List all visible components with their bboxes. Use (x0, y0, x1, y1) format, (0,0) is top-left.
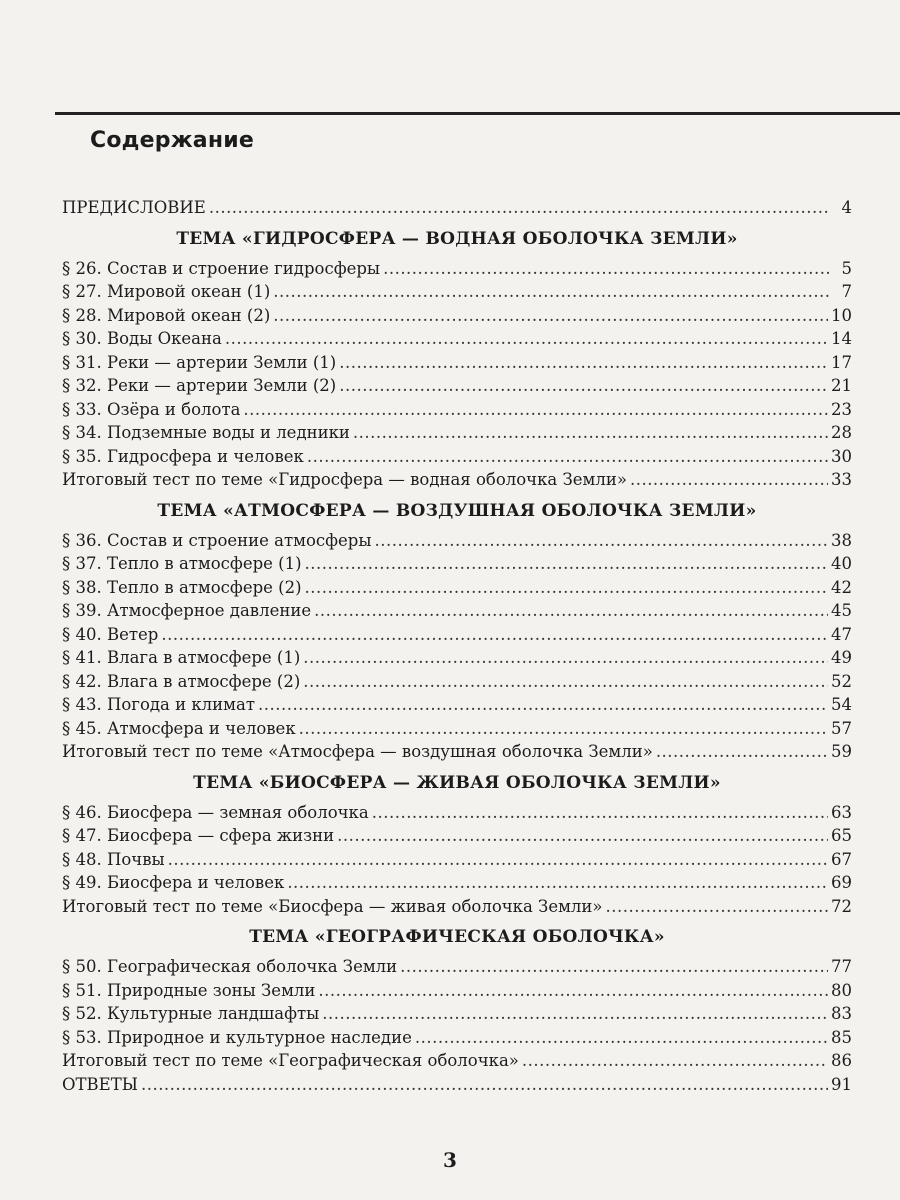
toc-entry-label: § 39. Атмосферное давление (62, 601, 312, 620)
dot-leader (303, 646, 828, 670)
toc-entry-page: 45 (831, 601, 852, 620)
toc-entry-page: 80 (831, 980, 852, 1000)
toc-entry-page: 21 (831, 376, 852, 395)
toc-entry-page: 42 (831, 577, 852, 597)
toc-entry-label: § 47. Биосфера — сфера жизни (62, 826, 335, 845)
toc-entry-label: § 27. Мировой океан (1) (62, 282, 271, 301)
page-title: Содержание (90, 128, 254, 153)
dot-leader (656, 740, 828, 764)
dot-leader (383, 257, 829, 281)
dot-leader (337, 824, 828, 848)
toc-entry-page: 38 (831, 530, 852, 550)
dot-leader (630, 468, 828, 492)
toc-entry-page: 86 (831, 1051, 852, 1070)
toc-entry-label: § 31. Реки — артерии Земли (1) (62, 352, 337, 372)
dot-leader (322, 1002, 828, 1026)
section-heading: ТЕМА «АТМОСФЕРА — ВОЗДУШНАЯ ОБОЛОЧКА ЗЕМЛИ» (157, 500, 757, 521)
toc-row[interactable] (62, 468, 852, 492)
toc-entry-label: § 40. Ветер (62, 624, 159, 644)
toc-row[interactable] (62, 1026, 852, 1050)
toc-entry-label: § 45. Атмосфера и человек (62, 718, 296, 738)
table-of-contents (62, 196, 852, 1096)
toc-entry-page: 67 (831, 849, 852, 869)
toc-row[interactable] (62, 398, 852, 422)
page-number: 3 (443, 1148, 457, 1172)
toc-entry-page: 91 (831, 1074, 852, 1094)
toc-entry-page: 30 (831, 446, 852, 466)
toc-row[interactable] (62, 552, 852, 576)
toc-entry-label: § 30. Воды Океана (62, 329, 222, 348)
toc-entry-page: 47 (831, 624, 852, 644)
dot-leader (161, 623, 828, 647)
toc-row[interactable] (62, 304, 852, 328)
toc-entry-label: § 42. Влага в атмосфере (2) (62, 671, 301, 691)
toc-row[interactable] (62, 1049, 852, 1073)
toc-row[interactable] (62, 955, 852, 979)
dot-leader (168, 848, 828, 872)
toc-row[interactable] (62, 1073, 852, 1097)
toc-row[interactable] (62, 280, 852, 304)
dot-leader (225, 327, 828, 351)
toc-entry-page: 59 (831, 742, 852, 761)
toc-row[interactable] (62, 693, 852, 717)
dot-leader (273, 304, 828, 328)
toc-entry-page: 83 (831, 1004, 852, 1023)
toc-entry-label: § 49. Биосфера и человек (62, 873, 285, 892)
toc-entry-label: § 53. Природное и культурное наследие (62, 1027, 412, 1047)
toc-row[interactable] (62, 848, 852, 872)
dot-leader (305, 576, 828, 600)
toc-entry-page: 63 (831, 802, 852, 822)
toc-entry-page: 65 (831, 826, 852, 845)
toc-entry-label: § 50. Географическая оболочка Земли (62, 957, 398, 976)
dot-leader (258, 693, 828, 717)
toc-entry-page: 14 (831, 329, 852, 348)
dot-leader (606, 895, 828, 919)
toc-entry-page: 10 (831, 305, 852, 325)
header-rule (55, 112, 900, 115)
dot-leader (375, 529, 828, 553)
dot-leader (318, 979, 828, 1003)
dot-leader (339, 351, 828, 375)
toc-entry-label: Итоговый тест по теме «Биосфера — живая оболочка Земли» (62, 896, 603, 916)
toc-entry-label: § 46. Биосфера — земная оболочка (62, 802, 369, 822)
toc-row[interactable] (62, 871, 852, 895)
toc-entry-label: § 52. Культурные ландшафты (62, 1004, 320, 1023)
toc-row[interactable] (62, 445, 852, 469)
toc-row[interactable] (62, 599, 852, 623)
toc-row[interactable] (62, 824, 852, 848)
toc-entry-page: 33 (831, 470, 852, 489)
toc-row[interactable] (62, 529, 852, 553)
toc-entry-page: 77 (831, 957, 852, 976)
toc-entry-page: 54 (831, 695, 852, 714)
dot-leader (522, 1049, 828, 1073)
toc-entry-label: Итоговый тест по теме «Атмосфера — воздушная оболочка Земли» (62, 742, 653, 761)
toc-row[interactable] (62, 351, 852, 375)
toc-entry-page: 4 (841, 198, 852, 217)
toc-entry-label: § 48. Почвы (62, 849, 165, 869)
dot-leader (400, 955, 828, 979)
dot-leader (299, 717, 828, 741)
dot-leader (314, 599, 828, 623)
toc-entry-page: 52 (831, 671, 852, 691)
toc-entry-label: § 35. Гидросфера и человек (62, 446, 304, 466)
dot-leader (305, 552, 828, 576)
dot-leader (287, 871, 828, 895)
toc-entry-label: § 41. Влага в атмосфере (1) (62, 648, 301, 667)
toc-row[interactable] (62, 646, 852, 670)
toc-entry-label: ПРЕДИСЛОВИЕ (62, 198, 206, 217)
dot-leader (339, 374, 828, 398)
section-heading: ТЕМА «ГЕОГРАФИЧЕСКАЯ ОБОЛОЧКА» (249, 927, 665, 947)
toc-row[interactable] (62, 717, 852, 741)
toc-entry-page: 49 (831, 648, 852, 667)
toc-entry-label: § 28. Мировой океан (2) (62, 305, 271, 325)
toc-row[interactable] (62, 1002, 852, 1026)
toc-entry-page: 69 (831, 873, 852, 892)
toc-row[interactable] (62, 740, 852, 764)
section-heading: ТЕМА «ГИДРОСФЕРА — ВОДНАЯ ОБОЛОЧКА ЗЕМЛИ» (176, 228, 738, 249)
toc-row[interactable] (62, 895, 852, 919)
dot-leader (209, 196, 829, 220)
dot-leader (141, 1073, 828, 1097)
toc-row[interactable] (62, 421, 852, 445)
dot-leader (303, 670, 828, 694)
toc-entry-label: Итоговый тест по теме «Гидросфера — водная оболочка Земли» (62, 470, 627, 489)
toc-entry-label: § 26. Состав и строение гидросферы (62, 258, 381, 278)
toc-entry-page: 57 (831, 718, 852, 738)
toc-row[interactable] (62, 327, 852, 351)
toc-entry-page: 23 (831, 399, 852, 419)
toc-entry-page: 5 (841, 258, 852, 278)
toc-entry-label: ОТВЕТЫ (62, 1074, 138, 1094)
dot-leader (353, 421, 828, 445)
toc-sections (62, 229, 852, 1097)
toc-entry-label: § 51. Природные зоны Земли (62, 980, 316, 1000)
toc-entry-label: § 32. Реки — артерии Земли (2) (62, 376, 337, 395)
toc-entry-label: § 34. Подземные воды и ледники (62, 423, 350, 442)
toc-row[interactable] (62, 374, 852, 398)
dot-leader (372, 801, 828, 825)
toc-entry-page: 85 (831, 1027, 852, 1047)
toc-entry-label: § 43. Погода и климат (62, 695, 255, 714)
dot-leader (273, 280, 829, 304)
dot-leader (307, 445, 828, 469)
dot-leader (415, 1026, 828, 1050)
toc-entry-label: § 36. Состав и строение атмосферы (62, 530, 372, 550)
toc-row[interactable] (62, 670, 852, 694)
toc-entry-label: § 38. Тепло в атмосфере (2) (62, 577, 302, 597)
toc-entry-page: 17 (831, 352, 852, 372)
toc-entry-label: Итоговый тест по теме «Географическая оболочка» (62, 1051, 519, 1070)
toc-row[interactable] (62, 576, 852, 600)
toc-row-preface[interactable] (62, 196, 852, 220)
toc-row[interactable] (62, 623, 852, 647)
toc-entry-page: 40 (831, 554, 852, 573)
section-heading: ТЕМА «БИОСФЕРА — ЖИВАЯ ОБОЛОЧКА ЗЕМЛИ» (193, 772, 721, 793)
dot-leader (243, 398, 828, 422)
toc-entry-label: § 33. Озёра и болота (62, 399, 241, 419)
toc-entry-page: 7 (841, 282, 852, 301)
toc-entry-page: 28 (831, 423, 852, 442)
toc-row[interactable] (62, 979, 852, 1003)
toc-row[interactable] (62, 801, 852, 825)
toc-entry-page: 72 (831, 896, 852, 916)
toc-row[interactable] (62, 257, 852, 281)
toc-entry-label: § 37. Тепло в атмосфере (1) (62, 554, 302, 573)
